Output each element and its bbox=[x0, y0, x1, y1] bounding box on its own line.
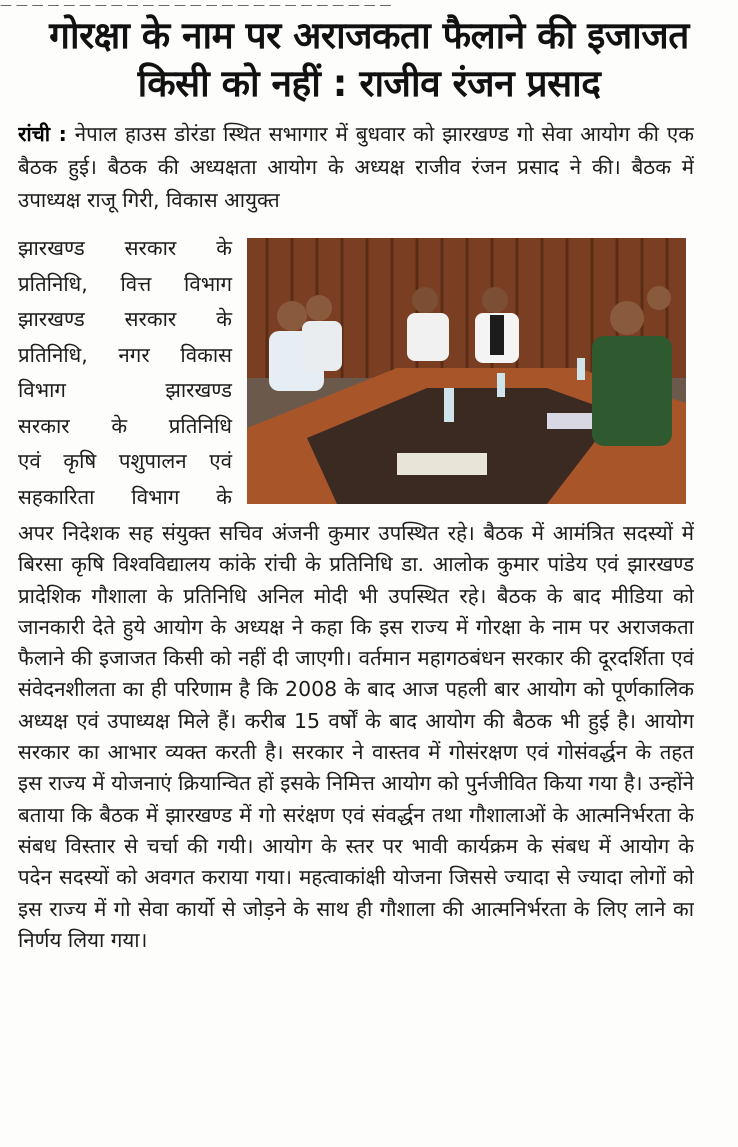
side-line: झारखण्ड सरकार के bbox=[18, 307, 232, 331]
headline: गोरक्षा के नाम पर अराजकता फैलाने की इजाजत किसी को नहीं : राजीव रंजन प्रसाद bbox=[49, 14, 689, 105]
side-line: सरकार के प्रतिनिधि bbox=[18, 413, 232, 438]
photo-side-column bbox=[18, 231, 232, 515]
side-line: झारखण्ड सरकार के bbox=[18, 236, 232, 260]
dateline: रांची : bbox=[18, 122, 67, 146]
cropped-previous-line: — — — — — — — — — — — — — — — — — — — — — — — — — bbox=[0, 0, 392, 10]
meeting-photo bbox=[247, 238, 686, 504]
intro-paragraph bbox=[18, 118, 694, 236]
side-line: विभाग झारखण्ड bbox=[18, 378, 232, 402]
side-line: एवं कृषि पशुपालन एवं bbox=[18, 449, 232, 473]
side-line: प्रतिनिधि, वित्त विभाग bbox=[18, 271, 232, 296]
side-line: सहकारिता विभाग के bbox=[18, 484, 232, 509]
side-line: प्रतिनिधि, नगर विकास bbox=[18, 342, 232, 367]
main-paragraph: अपर निदेशक सह संयुक्त सचिव अंजनी कुमार उपस्थित रहे। बैठक में आमंत्रित सदस्यों में बिरसा कृषि विश्वविद्यालय कांके रांची के प्रतिनिधि डा. आलोक कुमार पांडेय एवं झारखण्ड प्रादेशिक गौशाला के प्रतिनिधि अनिल मोदी भी उपस्थित रहे। बैठक के बाद मीडिया को जानकारी देते हुये आयोग के अध्यक्ष ने कहा कि इस राज्य में गोरक्षा के नाम पर अराजकता फैलाने की इजाजत किसी को नहीं दी जाएगी। वर्तमान महागठबंधन सरकार की दूरदर्शिता एवं संवेदनशीलता का ही परिणाम है कि 2008 के बाद आज पहली बार आयोग को पूर्णकालिक अध्यक्ष एवं उपाध्यक्ष मिले हैं। करीब 15 वर्षों के बाद आयोग की बैठक भी हुई है। आयोग सरकार का आभार व्यक्त करती है। सरकार ने वास्तव में गोसंरक्षण एवं गोसंवर्द्धन के तहत इस राज्य में योजनाएं क्रियान्वित हों इसके निमित्त आयोग को पुर्नजीवित किया गया है। उन्होंने बताया कि बैठक में झारखण्ड में गो सरंक्षण एवं संवर्द्धन तथा गौशालाओं के आत्मनिर्भरता के संबध विस्तार से चर्चा की गयी। आयोग के स्तर पर भावी कार्यक्रम के संबध में आयोग के पदेन सदस्यों को अवगत कराया गया। महत्वाकांक्षी योजना जिससे ज्यादा से ज्यादा लोगों को इस राज्य में गो सेवा कार्यो से जोड़ने के साथ ही गौशाला की आत्मनिर्भरता के लिए लाने का निर्णय लिया गया। bbox=[18, 521, 694, 952]
intro-text: नेपाल हाउस डोरंडा स्थित सभागार में बुधवार को झारखण्ड गो सेवा आयोग की एक बैठक हुई। बैठक की अध्यक्षता आयोग के अध्यक्ष राजीव रंजन प्रसाद ने की। बैठक में उपाध्यक्ष राजू गिरी, विकास आयुक्त bbox=[18, 122, 694, 212]
